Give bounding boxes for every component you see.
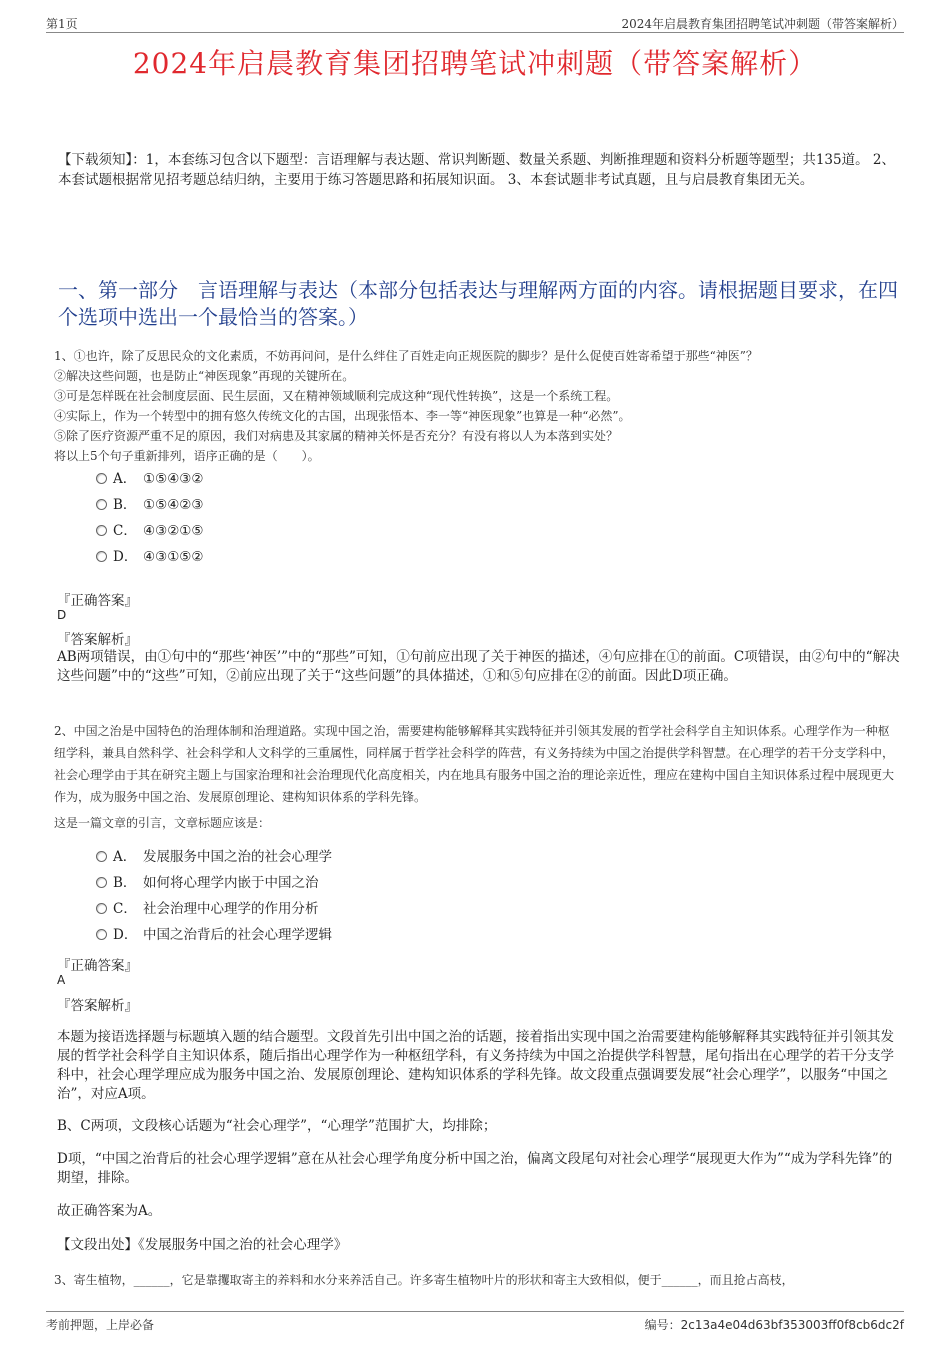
radio-icon[interactable] [96, 903, 107, 914]
download-notice: 【下载须知】：1，本套练习包含以下题型：言语理解与表达题、常识判断题、数量关系题、判断推理题和资料分析题等题型；共135道。 2、本套试题根据常见招考题总结归纳，主要用于练习答题思路和拓展知识面。 3、本套试题非考试真题，且与启晨教育集团无关。 [58, 152, 895, 188]
footer-slogan: 考前押题，上岸必备 [46, 1318, 155, 1332]
question-3-stem: 3、寄生植物，______，它是靠攫取寄主的养料和水分来养活自己。许多寄生植物叶片的形状和寄主大致相似，便于______，而且抢占高枝， [54, 1273, 794, 1287]
section-heading: 一、第一部分 言语理解与表达（本部分包括表达与理解两方面的内容。请根据题目要求，在四个选项中选出一个最恰当的答案。） [58, 278, 898, 329]
q2-answer-label: 『正确答案』 [57, 958, 138, 974]
q1-analysis: AB两项错误，由①句中的“那些‘神医’”中的“那些”可知，①句前应出现了关于神医的描述，④句应排在①的前面。C项错误，由②句中的“解决这些问题”中的“这些”可知，②前应出现了关于“这些问题”的具体描述，①和⑤句应排在②的前面。因此D项正确。 [57, 649, 900, 684]
q2-analysis-para: 本题为接语选择题与标题填入题的结合题型。文段首先引出中国之治的话题，接着指出实现中国之治需要建构能够解释其实践特征并引领其发展的哲学社会科学自主知识体系，随后指出心理学作为一种枢纽学科，有义务持续为中国之治提供学科智慧，尾句指出在心理学的若干分支学科中，社会心理学理应成为服务中国之治、发展原创理论、建构知识体系的学科先锋。故文段重点强调要发展“社会心理学”，以服务“中国之治”，对应A项。 [57, 1029, 894, 1102]
q2-option-a[interactable]: A． 发展服务中国之治的社会心理学 [96, 847, 332, 867]
q1-line: 1、①也许，除了反思民众的文化素质，不妨再问问，是什么绊住了百姓走向正规医院的脚步？是什么促使百姓寄希望于那些“神医”？ [54, 349, 758, 363]
radio-icon[interactable] [96, 929, 107, 940]
question-1-stem [54, 346, 899, 466]
footer-code-value: 2c13a4e04d63bf353003ff0f8cb6dc2f [680, 1318, 904, 1332]
question-2-prompt: 这是一篇文章的引言，文章标题应该是： [54, 816, 271, 830]
page-number: 第1页 [46, 17, 78, 31]
radio-icon[interactable] [96, 851, 107, 862]
footer-code [645, 1316, 904, 1333]
q1-option-c[interactable]: C． ④③②①⑤ [96, 521, 204, 541]
header-doc-title: 2024年启晨教育集团招聘笔试冲刺题（带答案解析） [621, 17, 904, 31]
q2-analysis-para: D项，“中国之治背后的社会心理学逻辑”意在从社会心理学角度分析中国之治，偏离文段尾句对社会心理学“展现更大作为”“成为学科先锋”的期望，排除。 [57, 1151, 893, 1186]
q2-analysis-para: 故正确答案为A。 [57, 1203, 162, 1219]
document-title: 2024年启晨教育集团招聘笔试冲刺题（带答案解析） [132, 47, 818, 80]
q1-line: ②解决这些问题，也是防止“神医现象”再现的关键所在。 [54, 369, 355, 383]
q1-option-d[interactable]: D． ④③①⑤② [96, 547, 204, 567]
radio-icon[interactable] [96, 473, 107, 484]
q1-analysis-label: 『答案解析』 [57, 632, 138, 648]
q1-line: ③可是怎样既在社会制度层面、民生层面，又在精神领域顺利完成这种“现代性转换”，这是一个系统工程。 [54, 389, 619, 403]
page-header [46, 14, 904, 33]
radio-icon[interactable] [96, 877, 107, 888]
q1-option-a[interactable]: A． ①⑤④③② [96, 469, 204, 489]
radio-icon[interactable] [96, 499, 107, 510]
q2-option-d[interactable]: D． 中国之治背后的社会心理学逻辑 [96, 925, 332, 945]
q1-option-b[interactable]: B． ①⑤④②③ [96, 495, 204, 515]
footer-code-label: 编号： [644, 1318, 681, 1332]
q2-source: 【文段出处】《发展服务中国之治的社会心理学》 [57, 1237, 348, 1253]
q2-option-c[interactable]: C． 社会治理中心理学的作用分析 [96, 899, 319, 919]
q2-answer: A [57, 973, 66, 987]
q1-line: 将以上5个句子重新排列，语序正确的是（ ）。 [54, 449, 320, 463]
q1-line: ⑤除了医疗资源严重不足的原因，我们对病患及其家属的精神关怀是否充分？有没有将以人为本落到实处？ [54, 429, 619, 443]
q2-analysis-para: B、C两项，文段核心话题为“社会心理学”，“心理学”范围扩大，均排除； [57, 1118, 497, 1134]
question-2-stem: 2、中国之治是中国特色的治理体制和治理道路。实现中国之治，需要建构能够解释其实践特征并引领其发展的哲学社会科学自主知识体系。心理学作为一种枢纽学科，兼具自然科学、社会科学和人文科学的三重属性，同样属于哲学社会科学的阵营，有义务持续为中国之治提供学科智慧。在心理学的若干分支学科中，社会心理学由于其在研究主题上与国家治理和社会治理现代化高度相关，内在地具有服务中国之治的理论亲近性，理应在建构中国自主知识体系过程中展现更大作为，成为服务中国之治、发展原创理论、建构知识体系的学科先锋。 [54, 724, 895, 804]
q1-answer-label: 『正确答案』 [57, 593, 138, 609]
page-footer [46, 1311, 904, 1332]
q1-line: ④实际上，作为一个转型中的拥有悠久传统文化的古国，出现张悟本、李一等“神医现象”也算是一种“必然”。 [54, 409, 631, 423]
q2-analysis-label: 『答案解析』 [57, 998, 138, 1014]
q2-option-b[interactable]: B． 如何将心理学内嵌于中国之治 [96, 873, 319, 893]
radio-icon[interactable] [96, 525, 107, 536]
radio-icon[interactable] [96, 551, 107, 562]
q1-answer: D [57, 608, 67, 622]
